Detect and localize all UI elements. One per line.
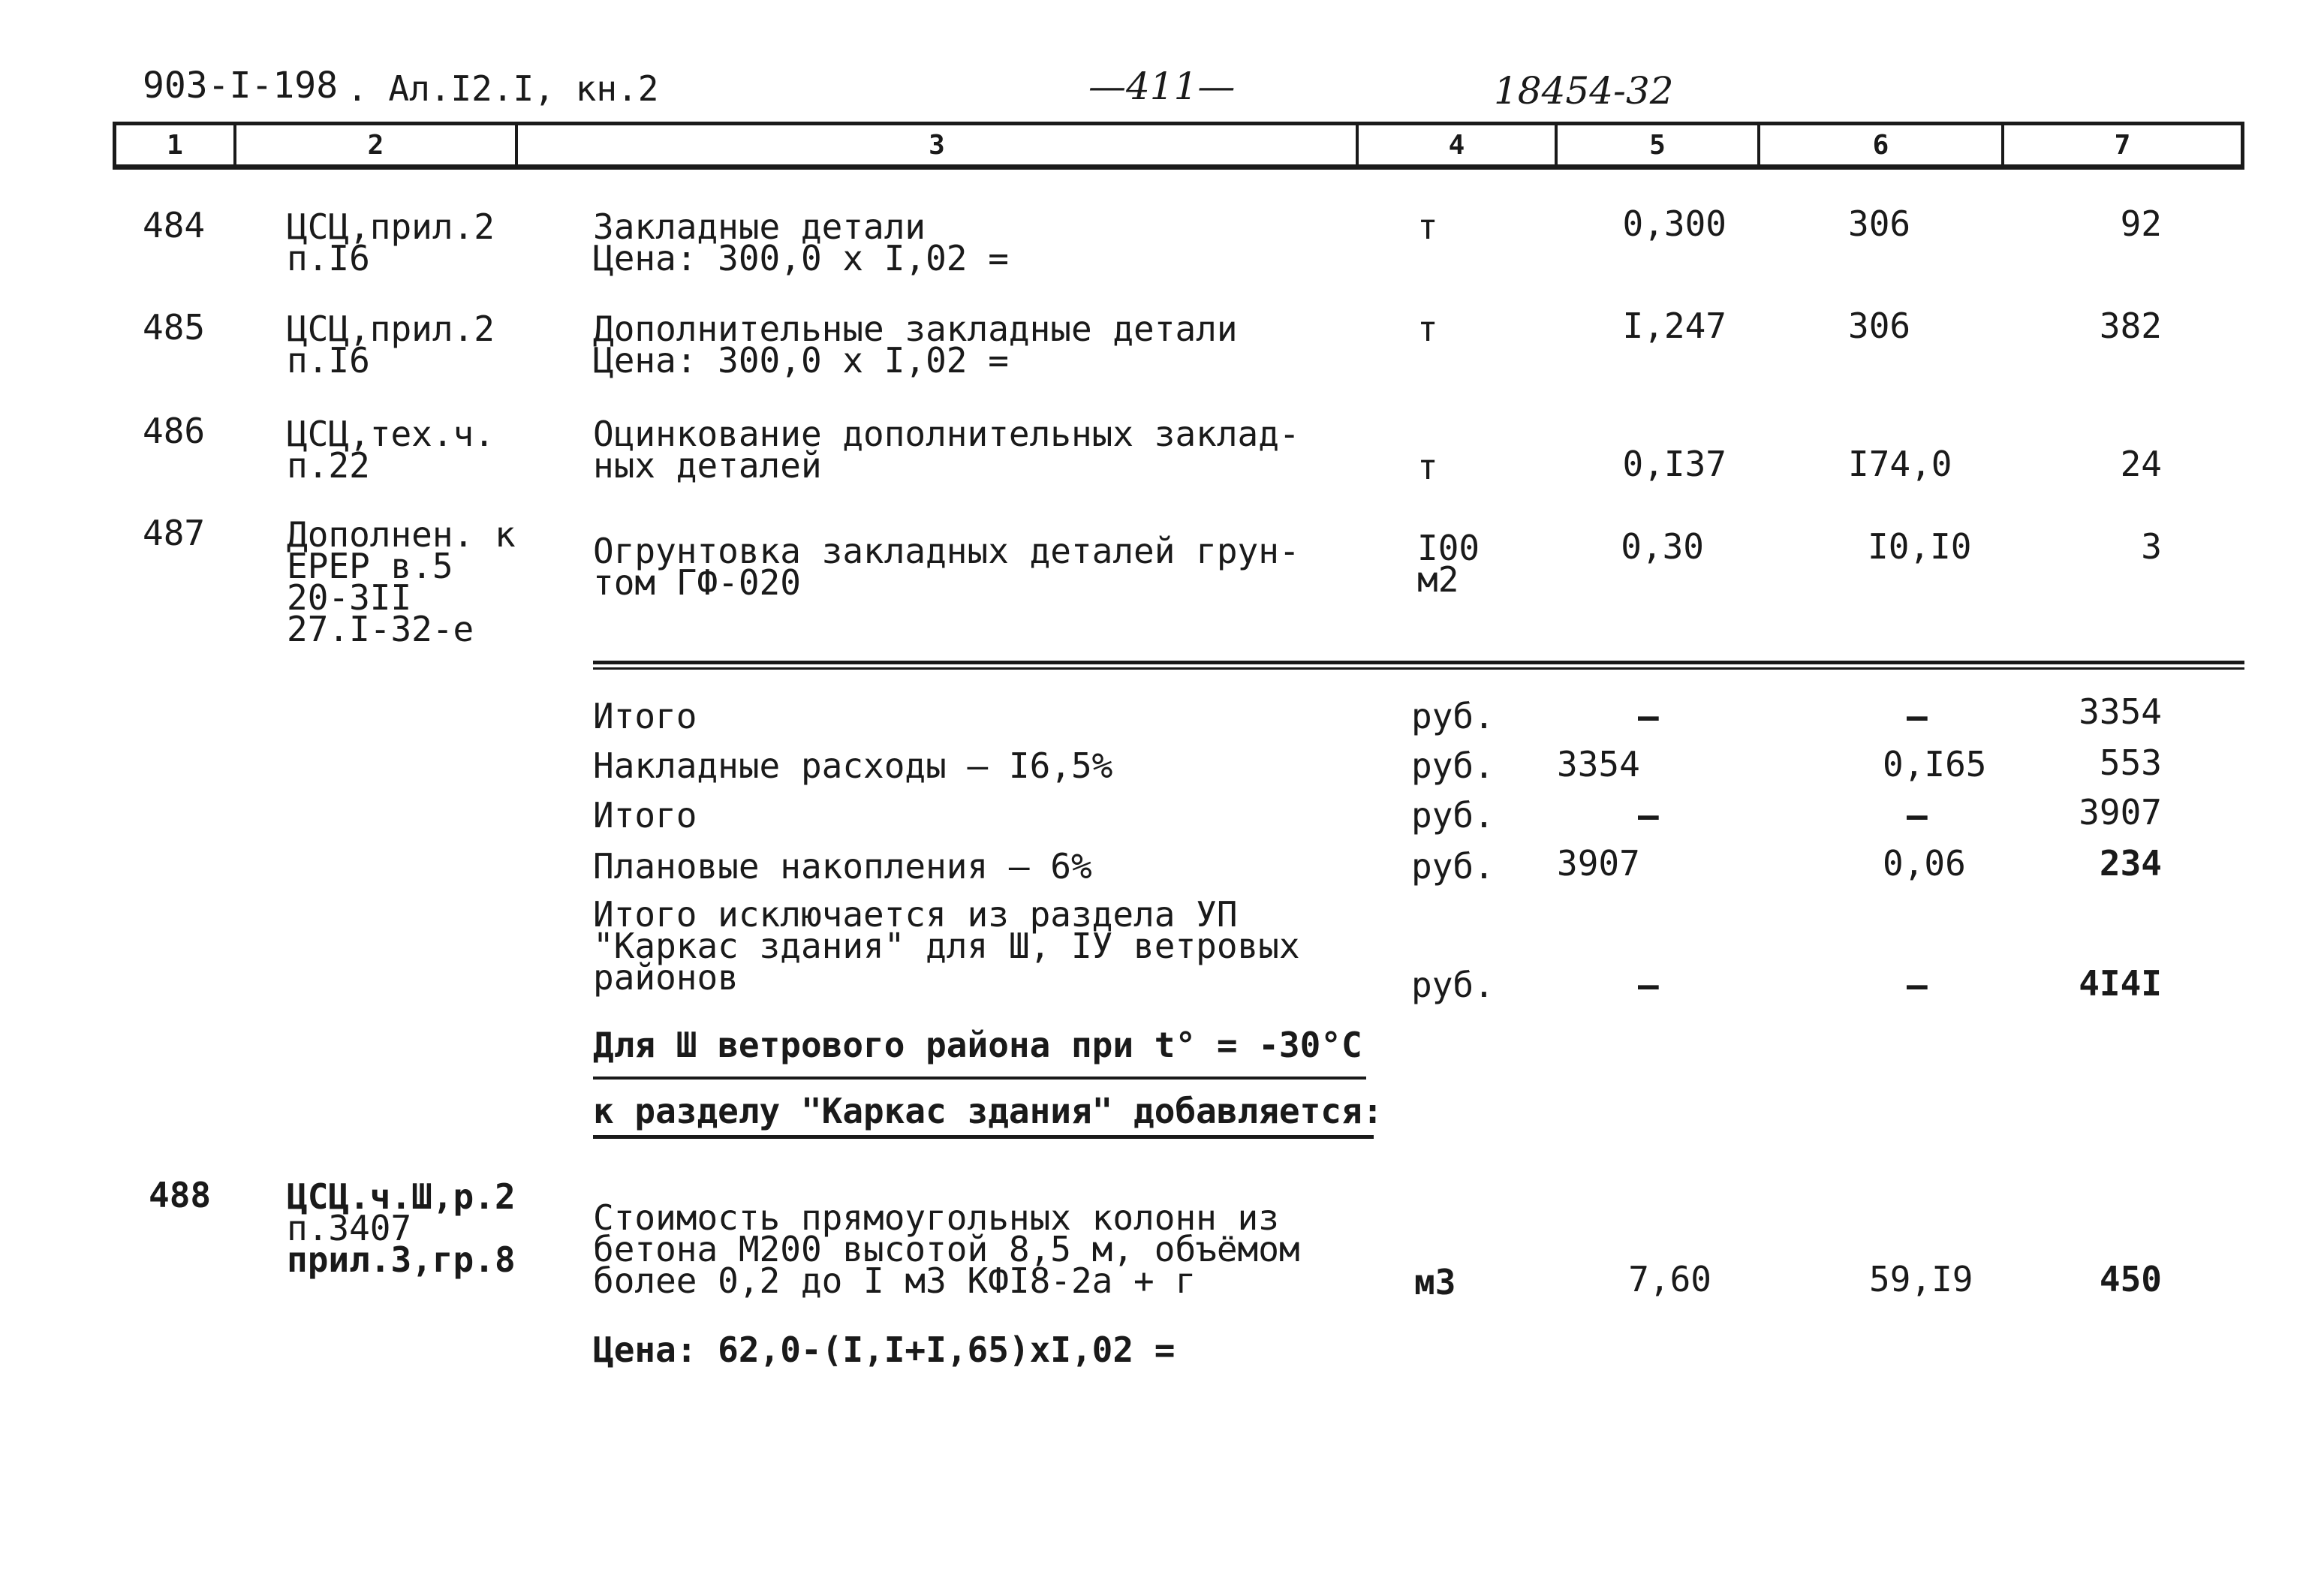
column-header-bar (113, 122, 2244, 170)
row-reference: 20-3II (287, 577, 412, 618)
row-description: Цена: 300,0 х I,02 = (593, 238, 1009, 279)
excluded-base: – (1638, 965, 1659, 1005)
page-number: —411— (1088, 65, 1236, 108)
summary-total: 3907 (2079, 792, 2162, 833)
note-underline (593, 1135, 1374, 1139)
row-total: 382 (2099, 306, 2162, 346)
row-unit: м3 (1414, 1262, 1456, 1302)
row-reference: п.22 (287, 445, 370, 486)
row-quantity: I,247 (1622, 306, 1726, 346)
row-total: 92 (2120, 203, 2162, 244)
row-quantity: 0,I37 (1622, 444, 1726, 484)
row-price: 306 (1848, 203, 1911, 244)
summary-label: Накладные расходы – I6,5% (593, 745, 1113, 786)
summary-rate: – (1907, 795, 1928, 836)
row-price: I74,0 (1848, 444, 1952, 484)
row-number: 488 (149, 1175, 212, 1215)
row-reference: п.I6 (287, 340, 370, 381)
row-quantity: 7,60 (1628, 1259, 1711, 1299)
row-description: бетона М200 высотой 8,5 м, объёмом (593, 1229, 1300, 1269)
row-total: 3 (2141, 526, 2162, 567)
column-number: 5 (1558, 125, 1760, 164)
summary-base: – (1638, 795, 1659, 836)
excluded-unit: руб. (1411, 965, 1495, 1005)
row-price: I0,I0 (1868, 526, 1972, 567)
row-reference: п.3407 (287, 1208, 412, 1248)
summary-label: Итого (593, 795, 697, 836)
sheet-code: 18454-32 (1494, 69, 1674, 113)
section-divider (593, 661, 2244, 664)
summary-unit: руб. (1411, 745, 1495, 786)
row-description: Цена: 300,0 х I,02 = (593, 340, 1009, 381)
row-reference: ЦСЦ,прил.2 (287, 206, 495, 247)
row-unit: м2 (1417, 559, 1459, 600)
excluded-rate: – (1907, 965, 1928, 1005)
wind-region-note: Для Ш ветрового района при t° = -30°С (593, 1025, 1362, 1065)
section-divider (593, 667, 2244, 670)
row-description: том ГФ-020 (593, 562, 801, 603)
row-description: Огрунтовка закладных деталей грун- (593, 531, 1300, 571)
summary-unit: руб. (1411, 846, 1495, 887)
row-number: 486 (143, 411, 206, 451)
row-total: 450 (2099, 1259, 2162, 1299)
column-number: 2 (236, 125, 518, 164)
summary-base: 3354 (1557, 744, 1640, 784)
summary-base: 3907 (1557, 843, 1640, 884)
summary-total: 3354 (2079, 691, 2162, 732)
column-number: 4 (1359, 125, 1558, 164)
row-reference: Дополнен. к (287, 514, 516, 555)
excluded-label: районов (593, 957, 739, 998)
row-description: более 0,2 до I м3 КФI8-2а + г (593, 1260, 1197, 1301)
row-unit: I00 (1417, 528, 1480, 568)
summary-label: Итого (593, 696, 697, 736)
excluded-label: "Каркас здания" для Ш, IУ ветровых (593, 926, 1300, 966)
column-number: 1 (116, 125, 236, 164)
row-number: 485 (143, 307, 206, 348)
row-number: 484 (143, 205, 206, 245)
row-description: Оцинкование дополнительных заклад- (593, 414, 1300, 454)
row-description: Стоимость прямоугольных колонн из (593, 1197, 1279, 1238)
summary-base: – (1638, 696, 1659, 736)
row-quantity: 0,30 (1621, 526, 1704, 567)
row-total: 24 (2120, 444, 2162, 484)
row-reference: прил.3,гр.8 (287, 1239, 516, 1280)
price-formula: Цена: 62,0-(I,I+I,65)хI,02 = (593, 1329, 1176, 1370)
row-price: 306 (1848, 306, 1911, 346)
row-number: 487 (143, 513, 206, 553)
row-price: 59,I9 (1869, 1259, 1973, 1299)
excluded-label: Итого исключается из раздела УП (593, 894, 1238, 935)
summary-total: 234 (2099, 843, 2162, 884)
section-addition-note: к разделу "Каркас здания" добавляется: (593, 1091, 1383, 1131)
row-reference: п.I6 (287, 238, 370, 279)
row-reference: ЦСЦ.ч.Ш,р.2 (287, 1176, 516, 1217)
row-unit: т (1417, 309, 1438, 349)
summary-unit: руб. (1411, 696, 1495, 736)
row-quantity: 0,300 (1622, 203, 1726, 244)
summary-unit: руб. (1411, 795, 1495, 836)
excluded-total: 4I4I (2079, 963, 2162, 1004)
summary-rate: 0,06 (1883, 843, 1966, 884)
row-description: Закладные детали (593, 206, 926, 247)
row-unit: т (1417, 447, 1438, 487)
note-underline (593, 1077, 1366, 1080)
column-number: 6 (1760, 125, 2004, 164)
summary-rate: – (1907, 696, 1928, 736)
row-reference: ЦСЦ,тех.ч. (287, 414, 495, 454)
row-description: ных деталей (593, 445, 822, 486)
column-number: 3 (518, 125, 1359, 164)
row-unit: т (1417, 206, 1438, 247)
column-number: 7 (2114, 129, 2131, 161)
summary-label: Плановые накопления – 6% (593, 846, 1092, 887)
row-reference: 27.I-32-е (287, 609, 474, 649)
row-description: Дополнительные закладные детали (593, 309, 1238, 349)
summary-rate: 0,I65 (1883, 744, 1987, 784)
summary-total: 553 (2099, 742, 2162, 783)
album-reference: . Ал.I2.I, кн.2 (347, 68, 659, 109)
doc-code: 903-I-198 (143, 65, 339, 107)
row-reference: ЦСЦ,прил.2 (287, 309, 495, 349)
row-reference: ЕРЕР в.5 (287, 546, 453, 586)
